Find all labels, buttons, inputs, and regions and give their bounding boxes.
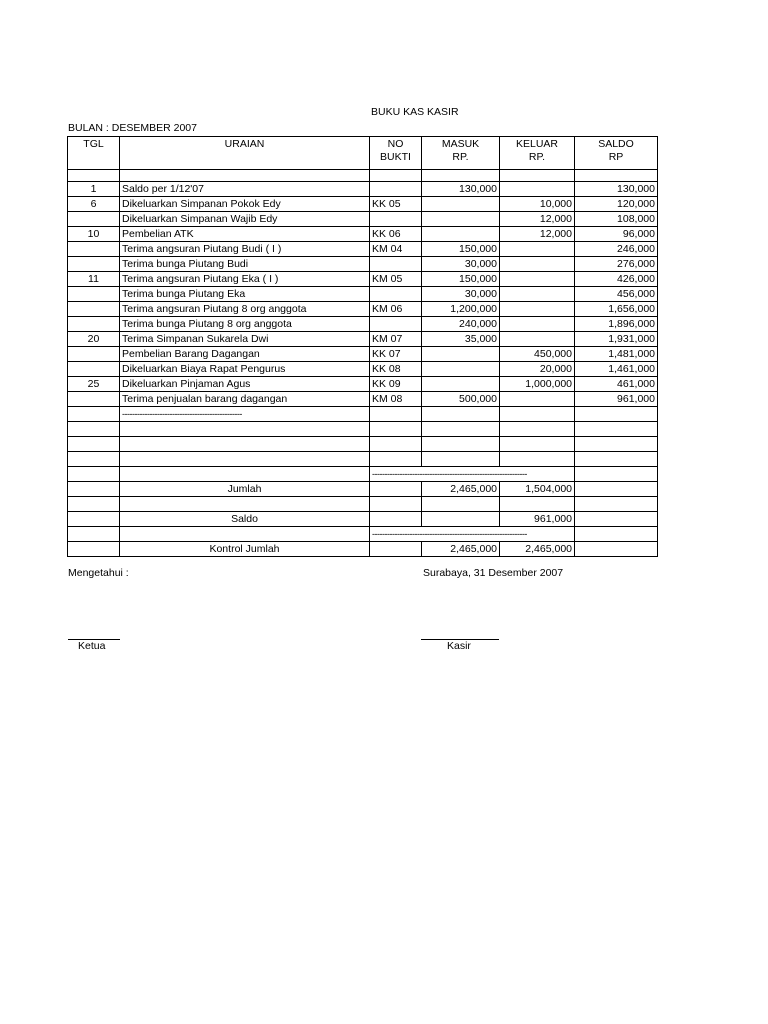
cell-bukti xyxy=(370,182,422,197)
header-keluar: KELUAR RP. xyxy=(500,137,575,170)
jumlah-row xyxy=(68,482,658,497)
cell-masuk: 150,000 xyxy=(422,242,500,257)
document-title: BUKU KAS KASIR xyxy=(371,106,459,118)
cell-masuk: 35,000 xyxy=(422,332,500,347)
cell-empty xyxy=(120,437,370,452)
cell-empty xyxy=(422,497,500,512)
cell-uraian: Terima angsuran Piutang 8 org anggota xyxy=(120,302,370,317)
ledger-row xyxy=(68,392,658,407)
cell-tgl xyxy=(68,257,120,272)
cell-uraian: Terima bunga Piutang Budi xyxy=(120,257,370,272)
cell-saldo: 456,000 xyxy=(575,287,658,302)
cell-empty xyxy=(68,542,120,557)
cell-keluar: 20,000 xyxy=(500,362,575,377)
cell-empty xyxy=(500,497,575,512)
ledger-row xyxy=(68,212,658,227)
cell-uraian: Terima penjualan barang dagangan xyxy=(120,392,370,407)
ledger-row xyxy=(68,197,658,212)
cell-saldo: 96,000 xyxy=(575,227,658,242)
ledger-row xyxy=(68,272,658,287)
ledger-body xyxy=(68,137,658,557)
cash-ledger-table xyxy=(67,136,658,557)
cell-uraian: Terima angsuran Piutang Eka ( I ) xyxy=(120,272,370,287)
cell-keluar: 12,000 xyxy=(500,212,575,227)
cell-keluar xyxy=(500,392,575,407)
cell-saldo: 961,000 xyxy=(575,392,658,407)
cell-bukti: KM 04 xyxy=(370,242,422,257)
cell-keluar xyxy=(500,302,575,317)
cell-uraian: Pembelian Barang Dagangan xyxy=(120,347,370,362)
cell-empty xyxy=(575,437,658,452)
cell-empty xyxy=(422,512,500,527)
month-label: BULAN : DESEMBER 2007 xyxy=(68,122,197,134)
kontrol-masuk: 2,465,000 xyxy=(422,542,500,557)
cell-tgl xyxy=(68,317,120,332)
cell-empty xyxy=(68,437,120,452)
dashed-row xyxy=(68,407,658,422)
cell-masuk: 150,000 xyxy=(422,272,500,287)
header-tgl: TGL xyxy=(68,137,120,170)
cell-tgl xyxy=(68,392,120,407)
cell-tgl: 6 xyxy=(68,197,120,212)
blank-row xyxy=(68,422,658,437)
header-row xyxy=(68,137,658,170)
cell-uraian: Saldo per 1/12'07 xyxy=(120,182,370,197)
cell-bukti: KK 06 xyxy=(370,227,422,242)
ledger-row xyxy=(68,317,658,332)
cell-empty xyxy=(370,437,422,452)
cell-bukti: KK 07 xyxy=(370,347,422,362)
cell-empty xyxy=(500,422,575,437)
cell-empty xyxy=(68,407,120,422)
cell-empty xyxy=(68,512,120,527)
cell-keluar xyxy=(500,317,575,332)
cell-tgl xyxy=(68,347,120,362)
kontrol-label: Kontrol Jumlah xyxy=(120,542,370,557)
cell-masuk: 130,000 xyxy=(422,182,500,197)
cell-empty xyxy=(575,482,658,497)
ledger-row xyxy=(68,362,658,377)
cell-masuk: 1,200,000 xyxy=(422,302,500,317)
cell-masuk xyxy=(422,212,500,227)
cell-empty xyxy=(370,407,422,422)
cell-bukti xyxy=(370,287,422,302)
blank-row xyxy=(68,452,658,467)
cell-empty xyxy=(422,407,500,422)
cell-masuk: 30,000 xyxy=(422,287,500,302)
cell-empty xyxy=(370,497,422,512)
spacer-row xyxy=(68,170,658,182)
cell-saldo: 130,000 xyxy=(575,182,658,197)
cell-empty xyxy=(68,482,120,497)
header-saldo: SALDO RP xyxy=(575,137,658,170)
cell-empty xyxy=(575,527,658,542)
cell-uraian: Dikeluarkan Simpanan Wajib Edy xyxy=(120,212,370,227)
ketua-label: Ketua xyxy=(78,640,106,652)
cell-empty xyxy=(422,452,500,467)
cell-empty xyxy=(575,422,658,437)
summary-dash-row xyxy=(68,527,658,542)
cell-bukti: KM 06 xyxy=(370,302,422,317)
jumlah-label: Jumlah xyxy=(120,482,370,497)
cell-saldo: 276,000 xyxy=(575,257,658,272)
cell-saldo: 1,656,000 xyxy=(575,302,658,317)
header-uraian: URAIAN xyxy=(120,137,370,170)
cell-tgl xyxy=(68,242,120,257)
cell-masuk xyxy=(422,197,500,212)
summary-dash-line: -------------------------------------------------------------- xyxy=(370,467,575,482)
ledger-row xyxy=(68,302,658,317)
cell-uraian: Dikeluarkan Biaya Rapat Pengurus xyxy=(120,362,370,377)
cell-masuk: 240,000 xyxy=(422,317,500,332)
cell-keluar: 450,000 xyxy=(500,347,575,362)
place-date: Surabaya, 31 Desember 2007 xyxy=(423,567,564,579)
cell-empty xyxy=(500,452,575,467)
cell-empty xyxy=(370,422,422,437)
cell-tgl xyxy=(68,212,120,227)
cell-empty xyxy=(68,467,120,482)
cell-keluar: 10,000 xyxy=(500,197,575,212)
cell-empty xyxy=(575,497,658,512)
cell-empty xyxy=(575,467,658,482)
cell-empty xyxy=(422,422,500,437)
cell-saldo: 426,000 xyxy=(575,272,658,287)
cell-masuk: 500,000 xyxy=(422,392,500,407)
cell-bukti xyxy=(370,317,422,332)
cell-keluar xyxy=(500,257,575,272)
ledger-row xyxy=(68,257,658,272)
cell-empty xyxy=(120,527,370,542)
cell-masuk: 30,000 xyxy=(422,257,500,272)
cell-tgl: 25 xyxy=(68,377,120,392)
header-masuk: MASUK RP. xyxy=(422,137,500,170)
kontrol-keluar: 2,465,000 xyxy=(500,542,575,557)
cell-saldo: 1,461,000 xyxy=(575,362,658,377)
cell-empty xyxy=(68,452,120,467)
header-no-bukti: NO BUKTI xyxy=(370,137,422,170)
saldo-keluar: 961,000 xyxy=(500,512,575,527)
ledger-row xyxy=(68,227,658,242)
cell-empty xyxy=(500,407,575,422)
cell-bukti xyxy=(370,212,422,227)
cell-keluar: 1,000,000 xyxy=(500,377,575,392)
cell-keluar: 12,000 xyxy=(500,227,575,242)
cell-uraian: Terima Simpanan Sukarela Dwi xyxy=(120,332,370,347)
cell-saldo: 1,896,000 xyxy=(575,317,658,332)
cell-empty xyxy=(120,422,370,437)
cell-empty xyxy=(575,542,658,557)
cell-tgl xyxy=(68,362,120,377)
cell-empty xyxy=(68,497,120,512)
cell-keluar xyxy=(500,272,575,287)
cell-bukti: KM 08 xyxy=(370,392,422,407)
cell-saldo: 1,931,000 xyxy=(575,332,658,347)
uraian-dash-line: ------------------------------------------------ xyxy=(120,407,370,422)
cell-bukti: KM 07 xyxy=(370,332,422,347)
cell-empty xyxy=(422,437,500,452)
cell-tgl: 1 xyxy=(68,182,120,197)
jumlah-keluar: 1,504,000 xyxy=(500,482,575,497)
summary-dash-row xyxy=(68,467,658,482)
cell-empty xyxy=(370,512,422,527)
cell-uraian: Dikeluarkan Pinjaman Agus xyxy=(120,377,370,392)
cell-empty xyxy=(575,512,658,527)
cell-tgl: 11 xyxy=(68,272,120,287)
cell-saldo: 108,000 xyxy=(575,212,658,227)
ledger-row xyxy=(68,182,658,197)
cell-masuk xyxy=(422,362,500,377)
cell-keluar xyxy=(500,242,575,257)
cell-empty xyxy=(120,497,370,512)
saldo-row xyxy=(68,512,658,527)
summary-dash-line: -------------------------------------------------------------- xyxy=(370,527,575,542)
cell-uraian: Dikeluarkan Simpanan Pokok Edy xyxy=(120,197,370,212)
acknowledged-label: Mengetahui : xyxy=(68,567,129,579)
cell-tgl xyxy=(68,287,120,302)
cell-empty xyxy=(575,452,658,467)
cell-bukti: KK 09 xyxy=(370,377,422,392)
cell-empty xyxy=(370,542,422,557)
jumlah-masuk: 2,465,000 xyxy=(422,482,500,497)
cell-tgl: 20 xyxy=(68,332,120,347)
cell-uraian: Terima bunga Piutang Eka xyxy=(120,287,370,302)
cell-empty xyxy=(370,452,422,467)
cell-keluar xyxy=(500,287,575,302)
cell-empty xyxy=(68,527,120,542)
cell-empty xyxy=(575,407,658,422)
cell-keluar xyxy=(500,332,575,347)
kontrol-row xyxy=(68,542,658,557)
ledger-row xyxy=(68,332,658,347)
ledger-row xyxy=(68,377,658,392)
cell-saldo: 120,000 xyxy=(575,197,658,212)
cell-empty xyxy=(500,437,575,452)
kasir-label: Kasir xyxy=(447,640,471,652)
cell-saldo: 1,481,000 xyxy=(575,347,658,362)
cell-empty xyxy=(120,467,370,482)
cell-uraian: Terima bunga Piutang 8 org anggota xyxy=(120,317,370,332)
cell-tgl xyxy=(68,302,120,317)
cell-masuk xyxy=(422,347,500,362)
ledger-row xyxy=(68,242,658,257)
saldo-label: Saldo xyxy=(120,512,370,527)
ledger-row xyxy=(68,347,658,362)
ledger-row xyxy=(68,287,658,302)
cell-masuk xyxy=(422,377,500,392)
cell-masuk xyxy=(422,227,500,242)
cell-saldo: 246,000 xyxy=(575,242,658,257)
cell-tgl: 10 xyxy=(68,227,120,242)
cell-empty xyxy=(120,452,370,467)
cell-bukti: KM 05 xyxy=(370,272,422,287)
cell-uraian: Terima angsuran Piutang Budi ( I ) xyxy=(120,242,370,257)
cell-bukti: KK 08 xyxy=(370,362,422,377)
cell-keluar xyxy=(500,182,575,197)
cell-uraian: Pembelian ATK xyxy=(120,227,370,242)
cell-empty xyxy=(370,482,422,497)
blank-row xyxy=(68,437,658,452)
cell-bukti xyxy=(370,257,422,272)
cell-empty xyxy=(68,422,120,437)
cell-saldo: 461,000 xyxy=(575,377,658,392)
cell-bukti: KK 05 xyxy=(370,197,422,212)
blank-row xyxy=(68,497,658,512)
